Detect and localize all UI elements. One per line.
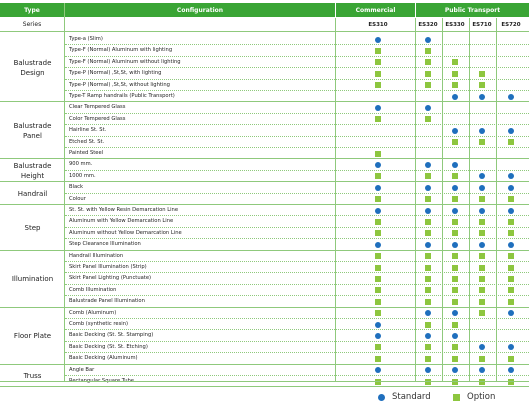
- standard-dot-icon: [508, 208, 514, 214]
- column-rule: [335, 18, 336, 381]
- option-square-icon: [508, 253, 514, 259]
- column-rule: [64, 3, 65, 381]
- option-square-icon: [479, 196, 485, 202]
- option-square-icon: [425, 48, 431, 54]
- row-label: Type-a (Slim): [69, 36, 103, 42]
- series-model-es330: ES330: [445, 22, 465, 28]
- option-square-icon: [452, 173, 458, 179]
- option-square-icon: [479, 299, 485, 305]
- row-label: Type-P (Normal) ,St,St, without lighting: [69, 81, 170, 88]
- standard-dot-icon: [375, 367, 381, 373]
- table-row: [65, 34, 529, 45]
- option-square-icon: [508, 219, 514, 225]
- row-label: Type-P (Normal) ,St,St, with lighting: [69, 70, 162, 77]
- option-square-icon: [375, 48, 381, 54]
- standard-dot-icon: [425, 242, 431, 248]
- option-square-icon: [425, 230, 431, 236]
- standard-dot-icon: [479, 367, 485, 373]
- row-label: 900 mm.: [69, 161, 93, 168]
- option-square-icon: [479, 139, 485, 145]
- table-row: [65, 91, 529, 102]
- option-square-icon: [508, 196, 514, 202]
- header-configuration: Configuration: [65, 3, 335, 17]
- group-label: Step: [24, 223, 41, 232]
- option-square-icon: [375, 82, 381, 88]
- legend-standard: [378, 392, 431, 402]
- option-square-icon: [508, 287, 514, 293]
- option-square-icon: [425, 253, 431, 259]
- option-square-icon: [375, 310, 381, 316]
- table-row: [65, 216, 529, 227]
- option-square-icon: [452, 139, 458, 145]
- option-square-icon: [508, 299, 514, 305]
- standard-dot-icon: [479, 344, 485, 350]
- option-square-icon: [375, 230, 381, 236]
- standard-dot-icon: [452, 185, 458, 191]
- series-label: Series: [22, 21, 42, 28]
- legend-option-label: Option: [467, 392, 496, 402]
- row-label: Clear Tempered Glass: [69, 104, 126, 111]
- group-label: Illumination: [11, 275, 54, 284]
- standard-dot-icon: [425, 105, 431, 111]
- standard-dot-icon: [425, 162, 431, 168]
- option-square-icon: [508, 230, 514, 236]
- column-rule: [496, 18, 497, 381]
- option-square-icon: [452, 276, 458, 282]
- table-row: [65, 228, 529, 239]
- option-square-icon: [375, 276, 381, 282]
- table-row: [65, 205, 529, 216]
- table-row: [65, 296, 529, 307]
- series-model-es310: ES310: [368, 22, 388, 28]
- standard-dot-icon: [425, 185, 431, 191]
- standard-dot-icon: [425, 367, 431, 373]
- table-row: [65, 365, 529, 376]
- option-square-icon: [425, 299, 431, 305]
- option-square-icon: [425, 59, 431, 65]
- option-square-icon: [375, 356, 381, 362]
- standard-dot-icon: [508, 185, 514, 191]
- table-row: [65, 159, 529, 170]
- table-header: [0, 3, 529, 17]
- option-square-icon: [425, 173, 431, 179]
- row-label: Colour: [69, 195, 86, 202]
- option-square-icon: [479, 82, 485, 88]
- option-square-icon: [479, 253, 485, 259]
- row-label: Black: [69, 184, 84, 191]
- option-square-icon: [425, 219, 431, 225]
- row-label: Angle Bar: [69, 366, 95, 373]
- standard-dot-icon: [508, 128, 514, 134]
- row-label: Comb (Aluminum): [69, 309, 117, 316]
- option-square-icon: [425, 287, 431, 293]
- standard-dot-icon: [378, 394, 385, 401]
- option-square-icon: [425, 322, 431, 328]
- standard-dot-icon: [479, 185, 485, 191]
- row-label: Skirt Panel Illumination (Strip): [69, 263, 147, 270]
- row-label: Balustrade Panel Illumination: [69, 298, 145, 305]
- row-label: Basic Decking (St. St. Stamping): [69, 332, 154, 339]
- standard-dot-icon: [425, 37, 431, 43]
- table-row: [65, 239, 529, 250]
- option-square-icon: [452, 82, 458, 88]
- standard-dot-icon: [375, 242, 381, 248]
- option-square-icon: [425, 344, 431, 350]
- standard-dot-icon: [425, 310, 431, 316]
- row-label: Color Tempered Glass: [69, 115, 126, 122]
- table-row: [65, 342, 529, 353]
- column-rule: [469, 18, 470, 381]
- standard-dot-icon: [452, 310, 458, 316]
- column-rule: [415, 18, 416, 381]
- option-square-icon: [508, 276, 514, 282]
- standard-dot-icon: [508, 94, 514, 100]
- row-label: Skirt Panel Lighting (Punctuate): [69, 275, 152, 282]
- table-row: [65, 308, 529, 319]
- section-balustrade-design: [0, 34, 529, 102]
- table-row: [65, 285, 529, 296]
- table-row: [65, 45, 529, 56]
- option-square-icon: [425, 196, 431, 202]
- option-square-icon: [452, 356, 458, 362]
- standard-dot-icon: [508, 242, 514, 248]
- table-row: [65, 102, 529, 113]
- table-row: [65, 251, 529, 262]
- option-square-icon: [375, 173, 381, 179]
- standard-dot-icon: [375, 333, 381, 339]
- option-square-icon: [375, 116, 381, 122]
- table-row: [65, 80, 529, 91]
- option-square-icon: [479, 265, 485, 271]
- series-model-es720: ES720: [501, 22, 521, 28]
- option-square-icon: [375, 299, 381, 305]
- standard-dot-icon: [479, 242, 485, 248]
- option-square-icon: [452, 253, 458, 259]
- option-square-icon: [452, 219, 458, 225]
- group-label: Balustrade Design: [13, 59, 52, 78]
- option-square-icon: [479, 356, 485, 362]
- option-square-icon: [425, 276, 431, 282]
- standard-dot-icon: [375, 208, 381, 214]
- row-label: St. St. with Yellow Resin Demarcation Line: [69, 207, 179, 213]
- option-square-icon: [479, 310, 485, 316]
- table-row: [65, 353, 529, 364]
- header-commercial: Commercial: [336, 3, 415, 17]
- table-bottom-rule: [0, 381, 529, 382]
- table-row: [65, 68, 529, 79]
- standard-dot-icon: [479, 208, 485, 214]
- row-label: 1000 mm.: [69, 172, 96, 179]
- option-square-icon: [425, 356, 431, 362]
- row-label: Type-T Ramp handrails (Public Transport): [69, 93, 175, 99]
- table-row: [65, 148, 529, 159]
- standard-dot-icon: [452, 162, 458, 168]
- option-square-icon: [452, 230, 458, 236]
- standard-dot-icon: [508, 344, 514, 350]
- standard-dot-icon: [452, 242, 458, 248]
- row-label: Etched St. St.: [69, 138, 105, 145]
- row-label: Painted Steel: [69, 149, 104, 156]
- option-square-icon: [452, 59, 458, 65]
- option-square-icon: [452, 71, 458, 77]
- standard-dot-icon: [425, 208, 431, 214]
- standard-dot-icon: [425, 333, 431, 339]
- header-type: Type: [0, 3, 64, 17]
- group-label: Balustrade Height: [13, 161, 52, 180]
- row-label: Step Clearance Illumination: [69, 241, 141, 248]
- table-row: [65, 194, 529, 205]
- option-square-icon: [375, 344, 381, 350]
- row-label: Aluminum without Yellow Demarcation Line: [69, 229, 182, 236]
- option-square-icon: [508, 265, 514, 271]
- section-step: [0, 205, 529, 251]
- option-square-icon: [375, 71, 381, 77]
- option-square-icon: [452, 265, 458, 271]
- table-row: [65, 125, 529, 136]
- option-square-icon: [375, 253, 381, 259]
- legend-option: [453, 392, 495, 402]
- group-label: Truss: [23, 371, 42, 380]
- option-square-icon: [479, 287, 485, 293]
- option-square-icon: [508, 139, 514, 145]
- option-square-icon: [452, 322, 458, 328]
- option-square-icon: [375, 196, 381, 202]
- standard-dot-icon: [452, 333, 458, 339]
- option-square-icon: [425, 71, 431, 77]
- option-square-icon: [375, 265, 381, 271]
- standard-dot-icon: [452, 128, 458, 134]
- table-row: [65, 262, 529, 273]
- standard-dot-icon: [375, 322, 381, 328]
- option-square-icon: [479, 219, 485, 225]
- section-balustrade-height: [0, 159, 529, 182]
- standard-dot-icon: [479, 128, 485, 134]
- standard-dot-icon: [452, 367, 458, 373]
- table-row: [65, 330, 529, 341]
- option-square-icon: [375, 287, 381, 293]
- section-floor-plate: [0, 308, 529, 365]
- option-square-icon: [452, 299, 458, 305]
- table-row: [65, 57, 529, 68]
- table-row: [65, 182, 529, 193]
- standard-dot-icon: [375, 105, 381, 111]
- option-square-icon: [425, 116, 431, 122]
- standard-dot-icon: [375, 162, 381, 168]
- section-handrail: [0, 182, 529, 205]
- section-truss: [0, 365, 529, 388]
- table-row: [65, 171, 529, 182]
- option-square-icon: [479, 71, 485, 77]
- row-label: Basic Decking (Aluminum): [69, 355, 138, 362]
- group-label: Handrail: [17, 189, 48, 198]
- standard-dot-icon: [452, 208, 458, 214]
- column-rule: [442, 18, 443, 381]
- standard-dot-icon: [375, 185, 381, 191]
- standard-dot-icon: [479, 94, 485, 100]
- group-label: Floor Plate: [13, 332, 52, 341]
- row-label: Type-F (Normal) Aluminum with lighting: [69, 47, 173, 54]
- table-row: [65, 137, 529, 148]
- row-label: Type-F (Normal) Aluminum without lighting: [69, 58, 181, 65]
- group-label: Balustrade Panel: [13, 121, 52, 140]
- table-row: [65, 273, 529, 284]
- legend-standard-label: Standard: [392, 392, 431, 402]
- section-balustrade-panel: [0, 102, 529, 159]
- standard-dot-icon: [479, 173, 485, 179]
- option-square-icon: [452, 344, 458, 350]
- standard-dot-icon: [508, 367, 514, 373]
- series-model-es710: ES710: [472, 22, 492, 28]
- option-square-icon: [425, 265, 431, 271]
- option-square-icon: [425, 82, 431, 88]
- option-square-icon: [453, 394, 460, 401]
- option-square-icon: [452, 287, 458, 293]
- header-public-transport: Public Transport: [416, 3, 529, 17]
- option-square-icon: [375, 151, 381, 157]
- section-illumination: [0, 251, 529, 308]
- option-square-icon: [508, 356, 514, 362]
- row-label: Aluminum with Yellow Demarcation Line: [69, 218, 174, 225]
- table-row: [65, 319, 529, 330]
- row-label: Comb (synthetic resin): [69, 320, 129, 327]
- row-label: Hairline St. St.: [69, 127, 107, 134]
- table-row: [65, 114, 529, 125]
- standard-dot-icon: [375, 37, 381, 43]
- standard-dot-icon: [508, 310, 514, 316]
- standard-dot-icon: [452, 94, 458, 100]
- series-model-es320: ES320: [418, 22, 438, 28]
- row-label: Basic Decking (St. St. Etching): [69, 343, 148, 350]
- option-square-icon: [479, 230, 485, 236]
- standard-dot-icon: [508, 173, 514, 179]
- option-square-icon: [452, 196, 458, 202]
- option-square-icon: [479, 276, 485, 282]
- row-label: Handrail Illumination: [69, 252, 124, 259]
- series-row: [0, 18, 529, 32]
- option-square-icon: [375, 219, 381, 225]
- row-label: Comb Illumination: [69, 286, 117, 293]
- option-square-icon: [375, 59, 381, 65]
